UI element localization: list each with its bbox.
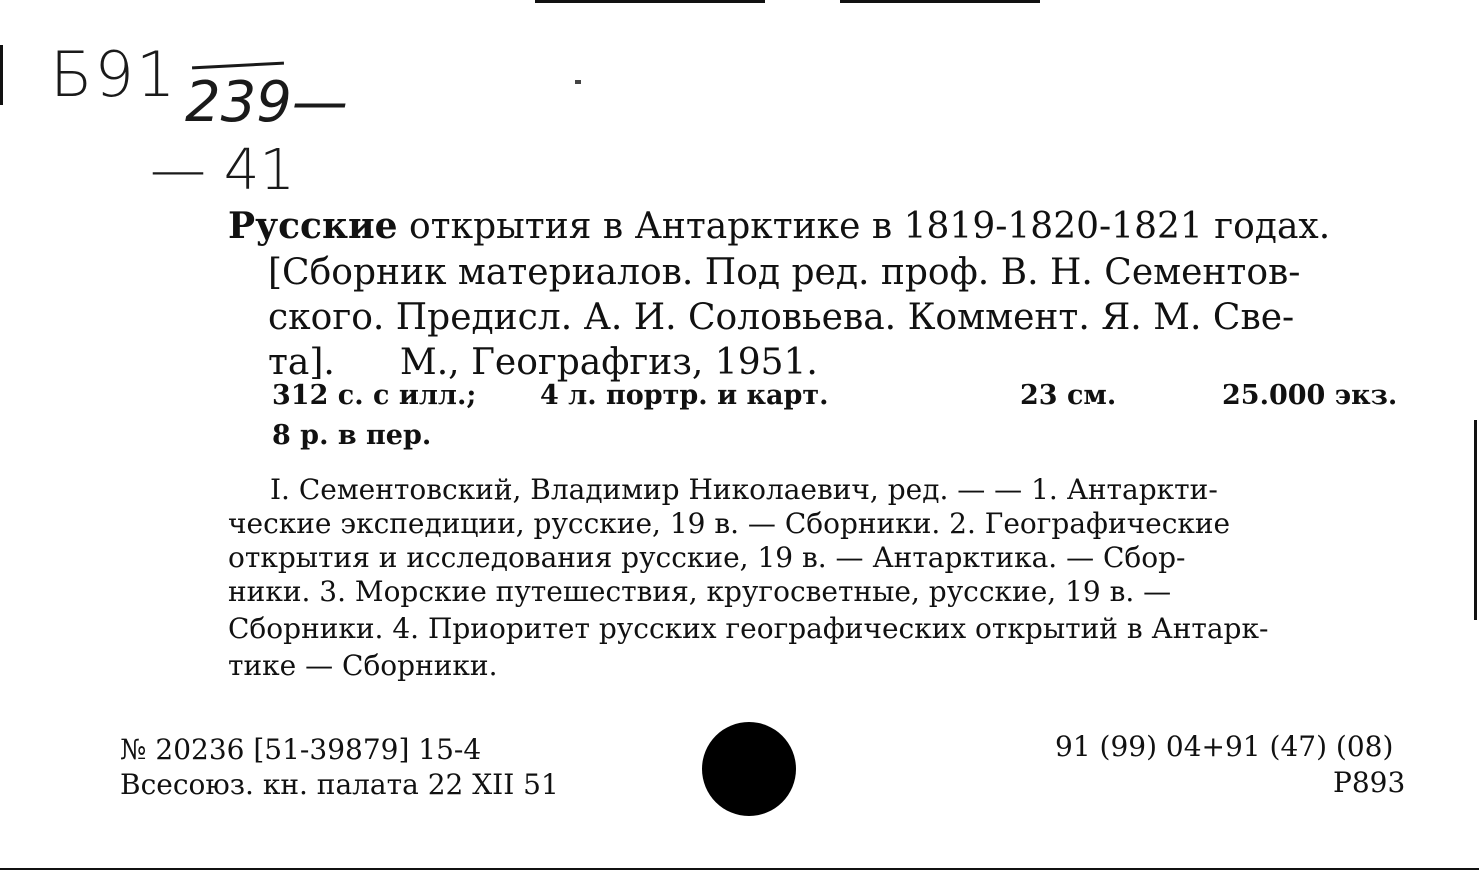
subject-line: тике — Сборники. <box>228 649 498 682</box>
entry-title-rest: открытия в Антарктике в 1819-1820-1821 годах. <box>397 206 1331 247</box>
imprint: М., Географгиз, 1951. <box>399 342 818 383</box>
price: 8 р. в пер. <box>272 420 432 451</box>
classification-index: 91 (99) 04+91 (47) (08) <box>1055 730 1394 763</box>
subject-line: ники. 3. Морские путешествия, кругосветные, русские, 19 в. — <box>228 575 1172 608</box>
entry-title-lead: Русские <box>228 205 398 247</box>
handwritten-call-number-line1: Б91 <box>50 38 178 111</box>
subject-line: I. Сементовский, Владимир Николаевич, ред. — — 1. Антаркти- <box>270 473 1218 506</box>
scan-edge-top <box>535 0 765 3</box>
entry-line-4-start: та]. <box>268 342 335 383</box>
handwritten-call-number-line2: 239— <box>185 70 348 135</box>
subject-line: Сборники. 4. Приоритет русских географических открытий в Антарк- <box>228 612 1269 645</box>
scan-edge-left <box>0 45 3 105</box>
physical-pages: 312 с. с илл.; <box>272 380 477 411</box>
entry-title <box>228 205 1330 247</box>
physical-copies: 25.000 экз. <box>1222 380 1398 411</box>
ink-speck <box>575 80 581 84</box>
handwritten-overline <box>192 62 284 70</box>
subject-line: ческие экспедиции, русские, 19 в. — Сборники. 2. Географические <box>228 507 1231 540</box>
physical-plates: 4 л. портр. и карт. <box>540 380 829 411</box>
scan-edge-bottom <box>0 868 1479 870</box>
book-chamber: Всесоюз. кн. палата 22 XII 51 <box>120 768 559 801</box>
subject-line: открытия и исследования русские, 19 в. — Антарктика. — Сбор- <box>228 541 1186 574</box>
entry-line-2: [Сборник материалов. Под ред. проф. В. Н. Сементов- <box>268 252 1301 293</box>
scan-edge-top <box>840 0 1040 3</box>
physical-size: 23 см. <box>1020 380 1117 411</box>
scan-edge-right <box>1474 420 1477 620</box>
entry-line-3: ского. Предисл. А. И. Соловьева. Коммент. Я. М. Све- <box>268 297 1295 338</box>
handwritten-call-number-line3: — 41 <box>150 138 296 203</box>
entry-line-4 <box>268 342 818 383</box>
record-number: № 20236 [51-39879] 15-4 <box>120 733 482 766</box>
author-mark: Р893 <box>1333 766 1406 799</box>
punch-hole <box>702 722 796 816</box>
